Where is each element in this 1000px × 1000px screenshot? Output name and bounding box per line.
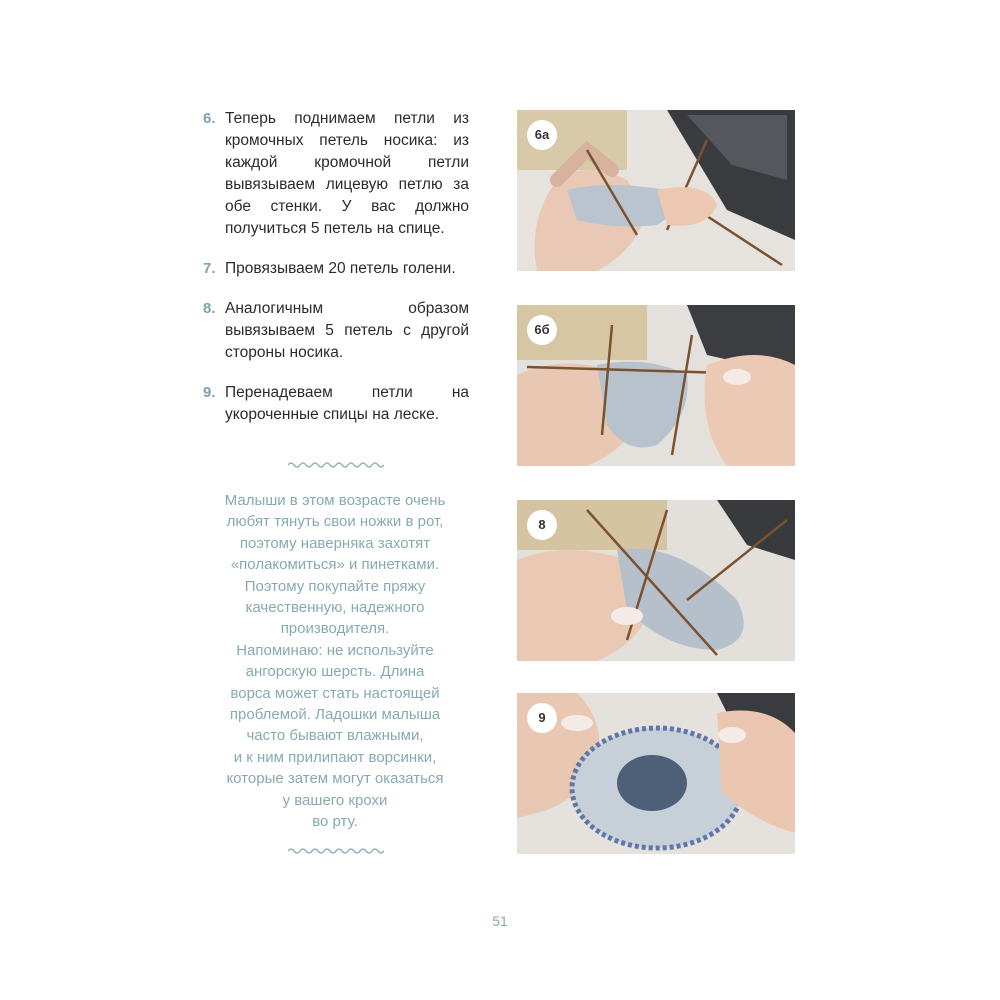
steps-list bbox=[203, 108, 469, 444]
step-badge: 6б bbox=[527, 315, 557, 345]
tip-line: поэтому наверняка захотят bbox=[239, 534, 431, 552]
tip-line: ворса может стать настоящей bbox=[230, 684, 440, 702]
step-badge: 6а bbox=[527, 120, 557, 150]
tip-line: ангорскую шерсть. Длина bbox=[245, 663, 425, 681]
step-item bbox=[203, 382, 469, 426]
tip-line: часто бывают влажными, bbox=[246, 727, 424, 745]
tip-line: проблемой. Ладошки малыша bbox=[229, 706, 441, 724]
tip-line: производителя. bbox=[280, 620, 390, 638]
tip-line: у вашего крохи bbox=[282, 791, 388, 809]
tip-line: которые затем могут оказаться bbox=[226, 770, 444, 788]
page-number: 51 bbox=[492, 913, 508, 929]
wave-divider-top bbox=[288, 460, 384, 470]
tip-note bbox=[200, 490, 470, 833]
photo-step-6a bbox=[517, 110, 795, 271]
step-number: 9. bbox=[203, 384, 216, 401]
step-text: Провязываем 20 петель голени. bbox=[225, 260, 456, 277]
photo-step-8 bbox=[517, 500, 795, 661]
step-text: Аналогичным образом вывязываем 5 петель с другой стороны носика. bbox=[225, 300, 469, 361]
photo-step-9 bbox=[517, 693, 795, 854]
tip-line: качественную, надежного bbox=[245, 599, 425, 617]
wave-divider-bottom bbox=[288, 846, 384, 856]
step-text: Теперь поднимаем петли из кромочных петель носика: из каждой кромочной петли вывязываем лицевую петлю за обе стенки. У вас должно получиться 5 петель на спице. bbox=[225, 110, 469, 237]
photo-step-6b bbox=[517, 305, 795, 466]
tip-line: Напоминаю: не используйте bbox=[236, 641, 434, 659]
step-number: 8. bbox=[203, 300, 216, 317]
tip-line: и к ним прилипают ворсинки, bbox=[233, 748, 437, 766]
step-text: Перенадеваем петли на укороченные спицы на леске. bbox=[225, 384, 469, 423]
tip-line: Малыши в этом возрасте очень bbox=[224, 492, 446, 509]
step-item bbox=[203, 108, 469, 240]
step-item bbox=[203, 258, 469, 280]
tip-line: «полакомиться» и пинетками. bbox=[230, 556, 440, 574]
step-item bbox=[203, 298, 469, 364]
step-badge: 8 bbox=[527, 510, 557, 540]
step-number: 7. bbox=[203, 260, 216, 277]
tip-line: Поэтому покупайте пряжу bbox=[244, 577, 426, 595]
step-number: 6. bbox=[203, 110, 216, 127]
tip-line: любят тянуть свои ножки в рот, bbox=[226, 513, 444, 531]
step-badge: 9 bbox=[527, 703, 557, 733]
tip-line: во рту. bbox=[312, 813, 358, 831]
